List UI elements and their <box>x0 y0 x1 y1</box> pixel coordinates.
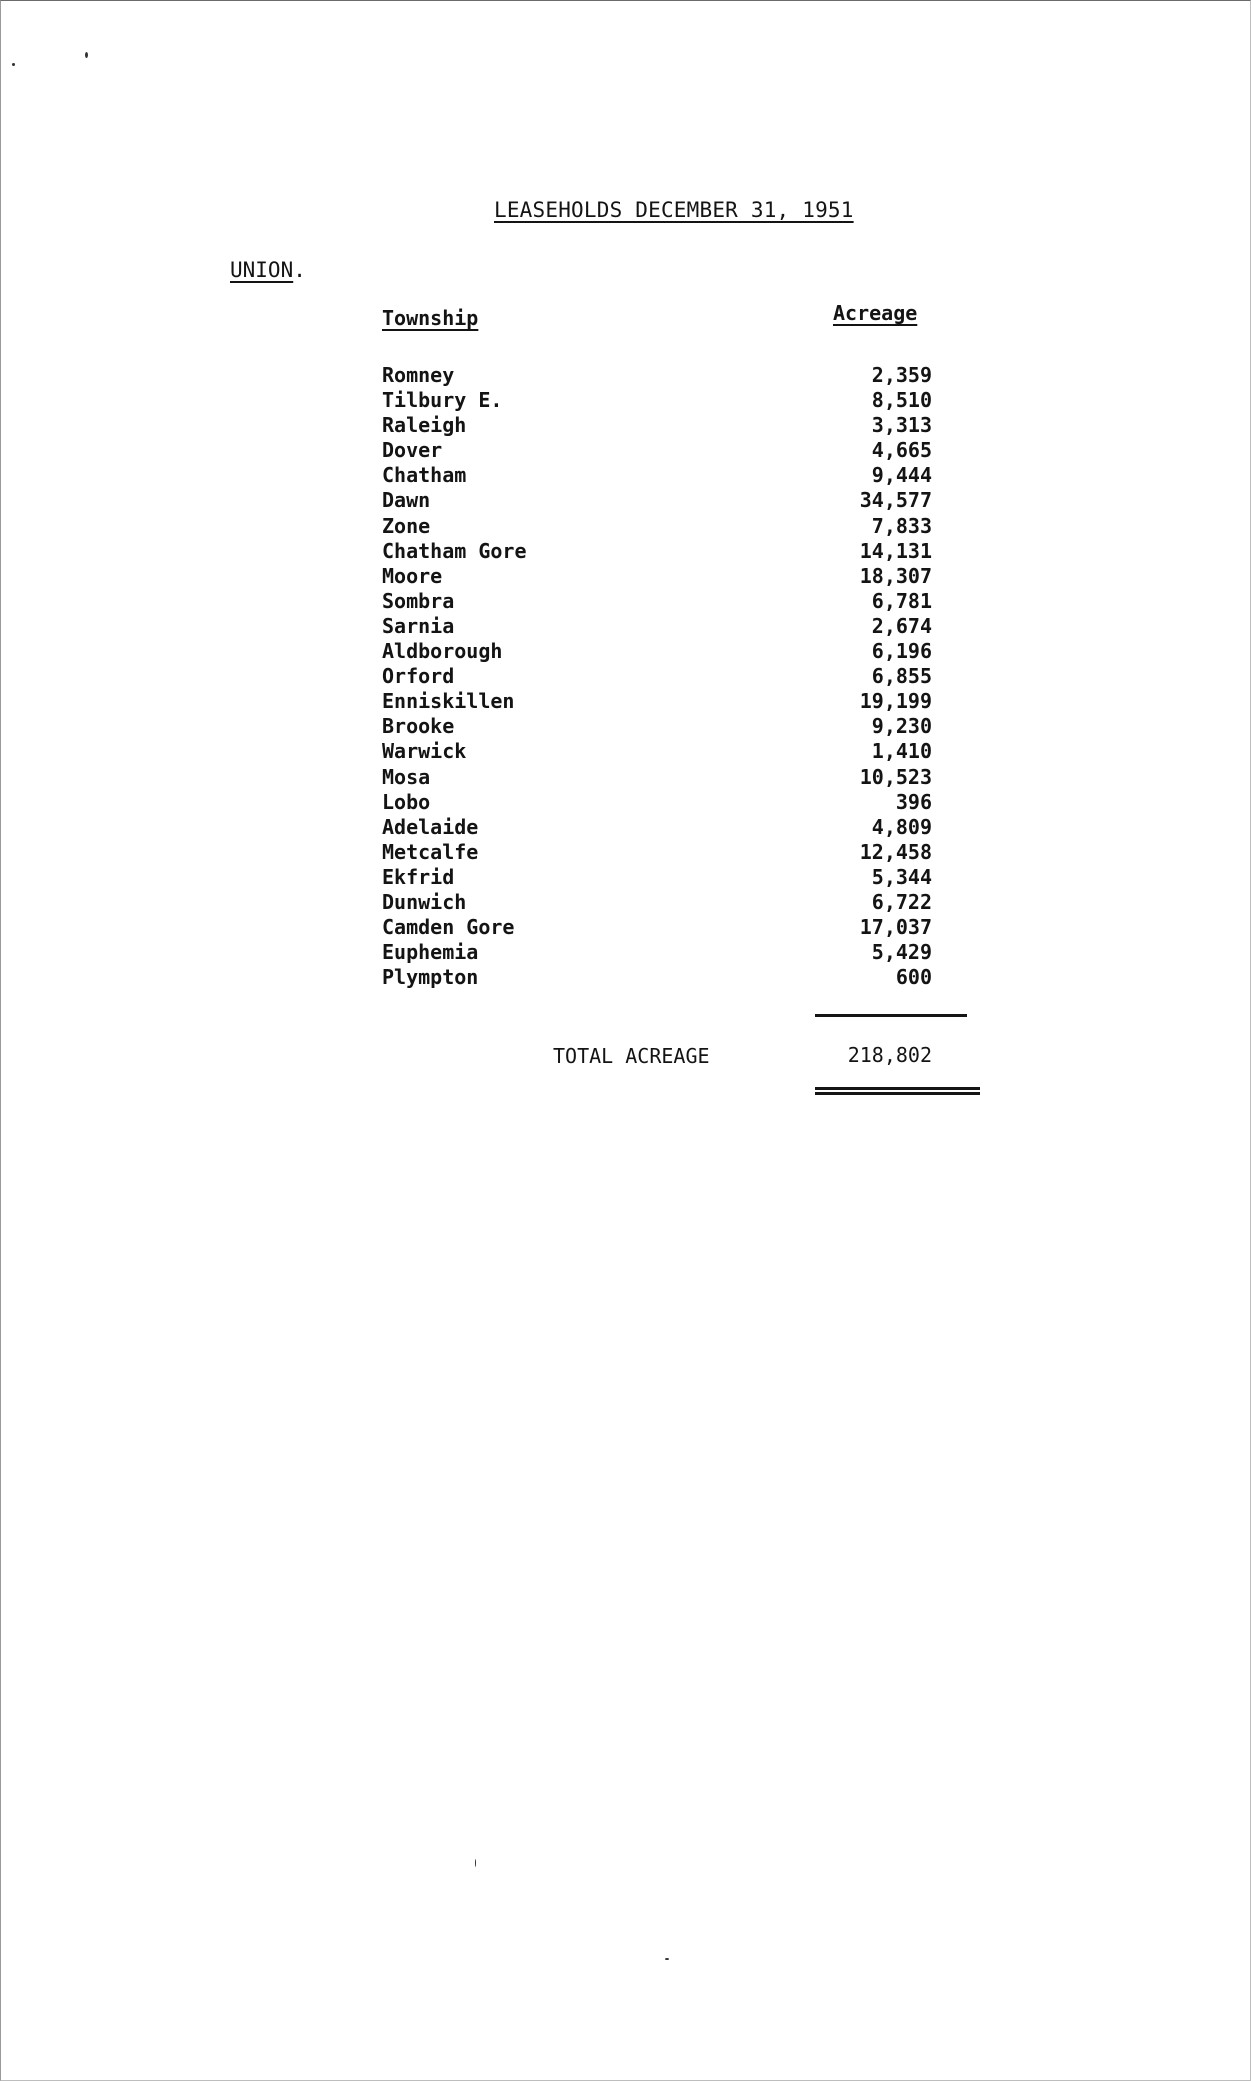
table-row <box>382 890 932 915</box>
acreage-value: 1,410 <box>871 739 932 764</box>
scan-speck <box>475 1859 476 1867</box>
township-name: Warwick <box>382 739 467 764</box>
acreage-value: 9,444 <box>871 463 932 488</box>
scan-speck <box>12 63 15 66</box>
acreage-value: 2,674 <box>871 613 932 638</box>
leasehold-table <box>382 363 932 990</box>
table-row <box>382 514 932 539</box>
acreage-value: 7,833 <box>871 513 932 538</box>
table-row <box>382 363 932 388</box>
township-name: Orford <box>382 664 455 689</box>
township-name: Moore <box>382 563 443 588</box>
scan-speck <box>85 52 88 58</box>
table-row <box>382 438 932 463</box>
township-name: Romney <box>382 363 455 387</box>
column-header-township: Township <box>382 306 479 330</box>
acreage-value: 10,523 <box>859 764 932 789</box>
table-row <box>382 388 932 413</box>
acreage-value: 9,230 <box>871 714 932 739</box>
table-row <box>382 614 932 639</box>
township-name: Ekfrid <box>382 864 455 889</box>
table-row <box>382 413 932 438</box>
township-name: Metcalfe <box>382 839 479 864</box>
acreage-value: 6,855 <box>871 664 932 689</box>
township-name: Dunwich <box>382 889 467 914</box>
acreage-value: 6,722 <box>871 889 932 914</box>
acreage-value: 5,344 <box>871 864 932 889</box>
acreage-value: 12,458 <box>859 839 932 864</box>
acreage-value: 600 <box>895 965 932 990</box>
scan-speck <box>665 1958 669 1960</box>
table-row <box>382 714 932 739</box>
document-title: LEASEHOLDS DECEMBER 31, 1951 <box>494 198 854 222</box>
total-double-rule <box>815 1087 980 1095</box>
township-name: Tilbury E. <box>382 388 503 413</box>
table-row <box>382 639 932 664</box>
table-row <box>382 965 932 990</box>
township-name: Zone <box>382 513 431 538</box>
acreage-value: 8,510 <box>871 388 932 413</box>
acreage-value: 19,199 <box>859 689 932 714</box>
table-row <box>382 689 932 714</box>
table-row <box>382 463 932 488</box>
township-name: Brooke <box>382 714 455 739</box>
acreage-value: 2,359 <box>871 363 932 387</box>
table-row <box>382 539 932 564</box>
township-name: Dawn <box>382 488 431 513</box>
company-heading <box>230 258 306 282</box>
township-name: Mosa <box>382 764 431 789</box>
township-name: Plympton <box>382 965 479 990</box>
township-name: Euphemia <box>382 940 479 965</box>
table-row <box>382 865 932 890</box>
table-row <box>382 664 932 689</box>
table-row <box>382 840 932 865</box>
company-suffix: . <box>293 258 306 282</box>
acreage-value: 6,196 <box>871 639 932 664</box>
table-row <box>382 488 932 513</box>
acreage-value: 18,307 <box>859 563 932 588</box>
township-name: Camden Gore <box>382 915 515 940</box>
table-row <box>382 790 932 815</box>
acreage-value: 5,429 <box>871 940 932 965</box>
township-name: Chatham <box>382 463 467 488</box>
table-row <box>382 815 932 840</box>
acreage-value: 4,665 <box>871 438 932 463</box>
column-header-acreage: Acreage <box>833 301 918 325</box>
township-name: Sombra <box>382 588 455 613</box>
township-name: Lobo <box>382 789 431 814</box>
township-name: Dover <box>382 438 443 463</box>
acreage-value: 396 <box>895 789 932 814</box>
table-row <box>382 739 932 764</box>
township-name: Raleigh <box>382 413 467 438</box>
sum-rule <box>815 1014 967 1017</box>
table-row <box>382 915 932 940</box>
township-name: Chatham Gore <box>382 538 527 563</box>
township-name: Aldborough <box>382 639 503 664</box>
township-name: Adelaide <box>382 814 479 839</box>
table-row <box>382 589 932 614</box>
township-name: Enniskillen <box>382 689 515 714</box>
acreage-value: 3,313 <box>871 413 932 438</box>
acreage-value: 6,781 <box>871 588 932 613</box>
company-name: UNION <box>230 258 294 282</box>
acreage-value: 17,037 <box>859 915 932 940</box>
acreage-value: 34,577 <box>859 488 932 513</box>
acreage-value: 14,131 <box>859 538 932 563</box>
total-acreage-label: TOTAL ACREAGE <box>553 1044 710 1068</box>
total-acreage-value: 218,802 <box>847 1043 932 1067</box>
table-row <box>382 564 932 589</box>
township-name: Sarnia <box>382 613 455 638</box>
table-row <box>382 940 932 965</box>
acreage-value: 4,809 <box>871 814 932 839</box>
table-row <box>382 765 932 790</box>
